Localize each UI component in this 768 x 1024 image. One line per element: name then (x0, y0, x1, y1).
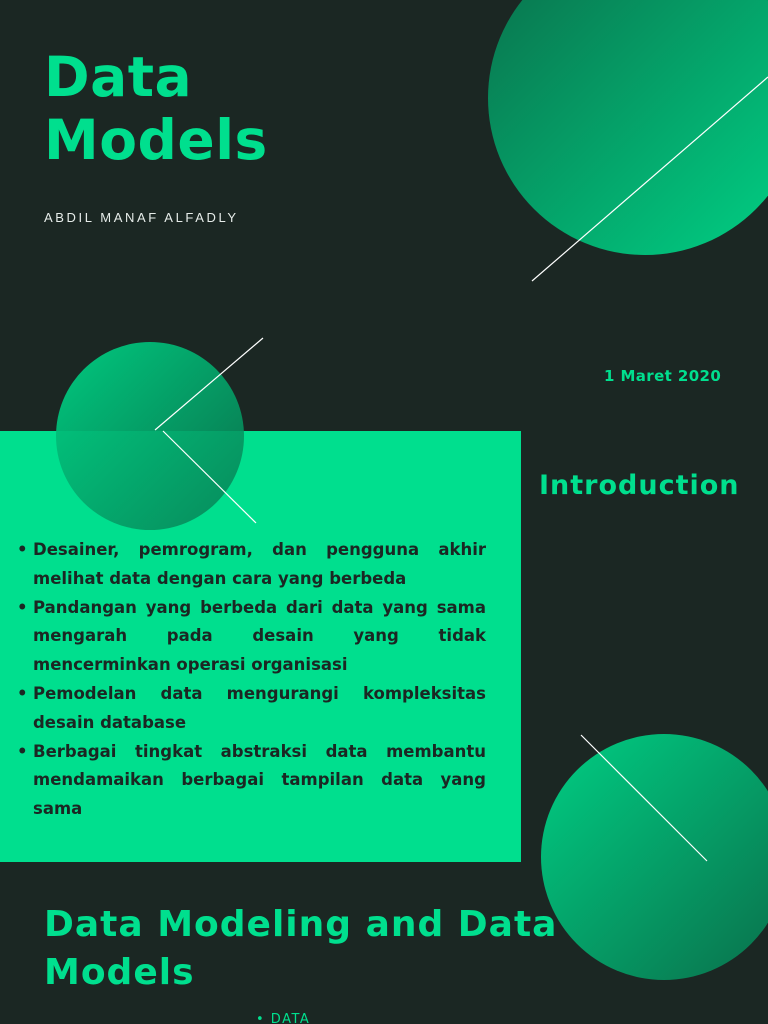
middle-diagonal-line-a (155, 338, 263, 430)
middle-circle-overlap (56, 342, 244, 530)
section-heading-line-2: Models (44, 952, 195, 993)
bottom-right-diagonal-line (581, 735, 707, 861)
author-name: ABDIL MANAF ALFADLY (44, 210, 239, 225)
presentation-date: 1 Maret 2020 (604, 367, 722, 385)
title-line-2: Models (44, 108, 268, 172)
section-heading (44, 901, 684, 997)
bullet-item: • Desainer, pemrogram, dan pengguna akhir melihat data dengan cara yang berbeda (15, 536, 486, 594)
bullet-item: • Berbagai tingkat abstraksi data membantu mendamaikan berbagai tampilan data yang sama (15, 738, 486, 824)
section-heading-line-1: Data Modeling and Data (44, 904, 558, 945)
title-line-1: Data (44, 45, 193, 109)
bullet-item: • Pemodelan data mengurangi kompleksitas desain database (15, 680, 486, 738)
introduction-bullet-list (15, 536, 486, 824)
introduction-heading: Introduction (539, 470, 740, 501)
bullet-item: • Pandangan yang berbeda dari data yang sama mengarah pada desain yang tidak mencerminkan operasi organisasi (15, 594, 486, 680)
next-bullet-item: • DATA (256, 1012, 311, 1024)
